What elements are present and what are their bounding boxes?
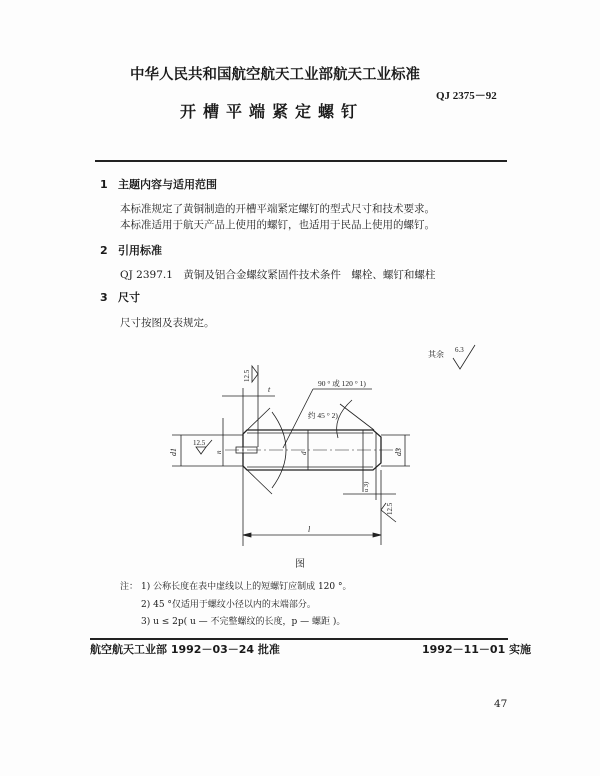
dim-u: u 3) (363, 481, 370, 492)
approved-date: 航空航天工业部 1992－03－24 批准 (90, 643, 280, 656)
roughness-end: 12.5 (386, 502, 394, 515)
section-1-title: 主题内容与适用范围 (118, 178, 217, 191)
dim-t: t (268, 385, 271, 394)
roughness-slot: 12.5 (193, 439, 206, 447)
section-3-para: 尺寸按图及表规定。 (120, 317, 215, 329)
dim-l: l (308, 525, 311, 534)
dim-d1: d1 (169, 448, 178, 456)
chamfer-line (340, 404, 374, 430)
roughness-rest-value: 6.3 (455, 346, 464, 354)
chamfer-arc (337, 400, 352, 438)
dim-d3: d3 (394, 448, 403, 456)
section-3-title: 尺寸 (118, 291, 140, 304)
org-title: 中华人民共和国航空航天工业部航天工业标准 (130, 67, 420, 83)
effective-date: 1992－11－01 实施 (422, 643, 532, 656)
notes-prefix: 注： (120, 582, 139, 592)
note-item: 1) 公称长度在表中虚线以上的短螺钉应制成 120 °。 (141, 582, 352, 592)
figure-caption: 图 (295, 559, 305, 570)
chamfer-label: 约 45 ° 2) (308, 411, 338, 420)
roughness-rest-label: 其余 (428, 350, 444, 359)
note-item: 3) u ≤ 2p( u — 不完整螺纹的长度，p — 螺距 )。 (141, 617, 346, 627)
roughness-top: 12.5 (243, 369, 251, 382)
standard-code: QJ 2375－92 (436, 90, 497, 102)
section-2-para: QJ 2397.1 黄铜及铝合金螺纹紧固件技术条件 螺栓、螺钉和螺柱 (120, 269, 436, 281)
angle-label: 90 ° 或 120 ° 1) (318, 379, 366, 388)
section-3-num: 3 (100, 291, 108, 304)
section-1-num: 1 (100, 178, 108, 191)
note-item: 2) 45 °仅适用于螺纹小径以内的末端部分。 (141, 600, 316, 610)
doc-title: 开槽平端紧定螺钉 (180, 102, 365, 121)
footer-rule (90, 638, 508, 640)
dim-n: n (215, 450, 223, 454)
section-1-para: 本标准适用于航天产品上使用的螺钉，也适用于民品上使用的螺钉。 (120, 219, 435, 231)
page-number: 47 (494, 698, 508, 710)
roughness-triangle-icon (252, 366, 258, 382)
section-2-title: 引用标准 (118, 244, 162, 257)
dim-d: d (300, 451, 308, 455)
section-2-num: 2 (100, 244, 108, 257)
section-1-para: 本标准规定了黄铜制造的开槽平端紧定螺钉的型式尺寸和技术要求。 (120, 203, 435, 215)
